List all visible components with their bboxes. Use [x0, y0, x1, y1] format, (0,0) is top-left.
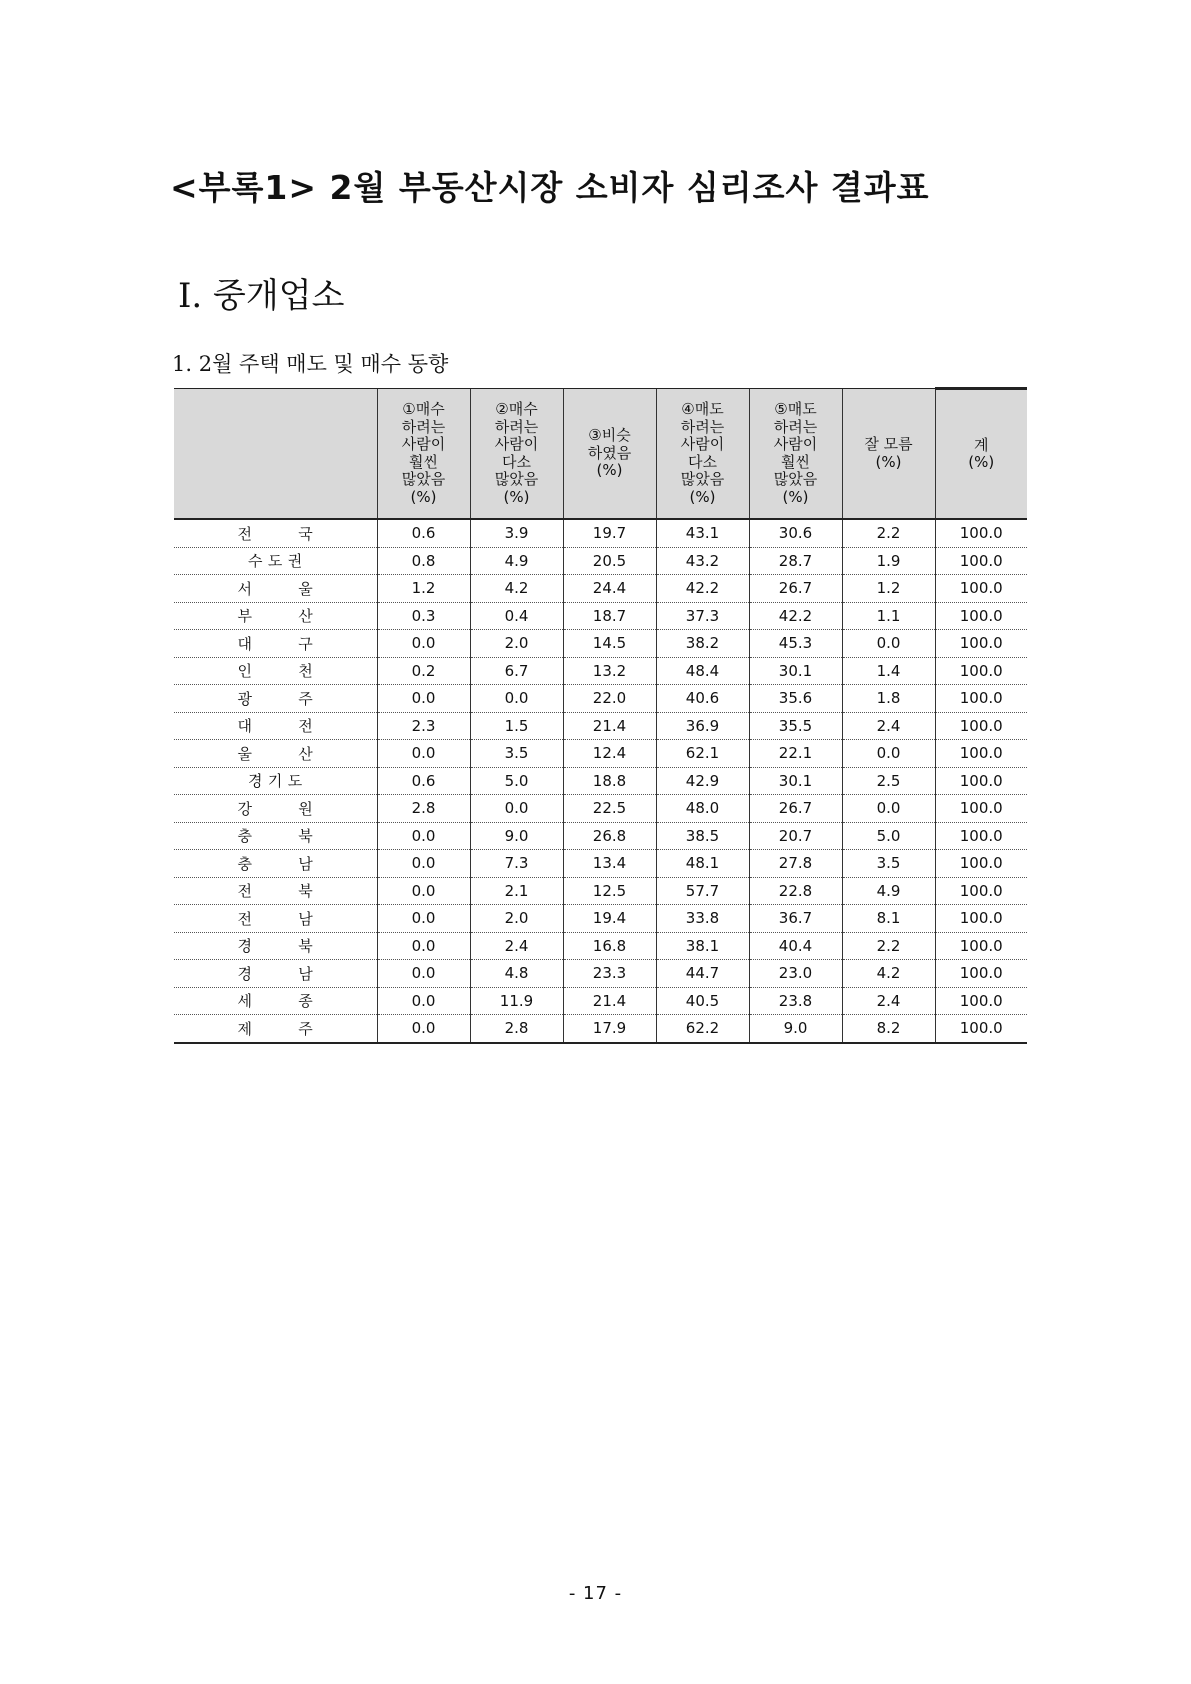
table-row: [174, 850, 1027, 878]
value-cell: 100.0: [935, 822, 1027, 850]
region-cell: 충 남: [174, 850, 377, 878]
value-cell: 8.1: [842, 905, 935, 933]
table-row: [174, 740, 1027, 768]
header-buyers-somewhat-more: ②매수 하려는 사람이 다소 많았음 (%): [470, 389, 563, 520]
value-cell: 44.7: [656, 960, 749, 988]
value-cell: 0.6: [377, 519, 470, 547]
value-cell: 2.2: [842, 932, 935, 960]
value-cell: 21.4: [563, 712, 656, 740]
value-cell: 42.9: [656, 767, 749, 795]
value-cell: 0.0: [377, 685, 470, 713]
table-row: [174, 877, 1027, 905]
value-cell: 19.7: [563, 519, 656, 547]
value-cell: 40.6: [656, 685, 749, 713]
value-cell: 3.9: [470, 519, 563, 547]
value-cell: 0.0: [377, 932, 470, 960]
value-cell: 2.4: [842, 987, 935, 1015]
value-cell: 2.4: [470, 932, 563, 960]
region-cell: 수 도 권: [174, 547, 377, 575]
value-cell: 2.4: [842, 712, 935, 740]
header-region: [174, 389, 377, 520]
region-cell: 경 북: [174, 932, 377, 960]
value-cell: 20.5: [563, 547, 656, 575]
value-cell: 23.8: [749, 987, 842, 1015]
value-cell: 100.0: [935, 602, 1027, 630]
value-cell: 100.0: [935, 960, 1027, 988]
region-cell: 전 남: [174, 905, 377, 933]
value-cell: 11.9: [470, 987, 563, 1015]
table-row: [174, 519, 1027, 547]
region-cell: 경 기 도: [174, 767, 377, 795]
value-cell: 62.1: [656, 740, 749, 768]
table-row: [174, 767, 1027, 795]
value-cell: 7.3: [470, 850, 563, 878]
value-cell: 100.0: [935, 657, 1027, 685]
value-cell: 57.7: [656, 877, 749, 905]
value-cell: 13.4: [563, 850, 656, 878]
value-cell: 4.9: [470, 547, 563, 575]
table-row: [174, 905, 1027, 933]
value-cell: 23.3: [563, 960, 656, 988]
value-cell: 1.1: [842, 602, 935, 630]
value-cell: 38.1: [656, 932, 749, 960]
value-cell: 12.4: [563, 740, 656, 768]
value-cell: 4.9: [842, 877, 935, 905]
value-cell: 30.6: [749, 519, 842, 547]
value-cell: 33.8: [656, 905, 749, 933]
value-cell: 0.0: [377, 987, 470, 1015]
value-cell: 17.9: [563, 1015, 656, 1043]
value-cell: 1.9: [842, 547, 935, 575]
value-cell: 0.0: [377, 740, 470, 768]
header-sellers-somewhat-more: ④매도 하려는 사람이 다소 많았음 (%): [656, 389, 749, 520]
region-cell: 충 북: [174, 822, 377, 850]
table-row: [174, 822, 1027, 850]
value-cell: 8.2: [842, 1015, 935, 1043]
value-cell: 4.2: [470, 575, 563, 603]
value-cell: 100.0: [935, 519, 1027, 547]
value-cell: 0.0: [377, 960, 470, 988]
table-row: [174, 932, 1027, 960]
value-cell: 0.2: [377, 657, 470, 685]
header-unknown: 잘 모름 (%): [842, 389, 935, 520]
value-cell: 100.0: [935, 1015, 1027, 1043]
table-row: [174, 685, 1027, 713]
table-row: [174, 712, 1027, 740]
value-cell: 0.0: [470, 685, 563, 713]
value-cell: 1.2: [377, 575, 470, 603]
value-cell: 0.0: [377, 905, 470, 933]
header-total: 계 (%): [935, 389, 1027, 520]
table-row: [174, 987, 1027, 1015]
value-cell: 0.0: [470, 795, 563, 823]
value-cell: 35.6: [749, 685, 842, 713]
value-cell: 28.7: [749, 547, 842, 575]
region-cell: 대 구: [174, 630, 377, 658]
value-cell: 48.0: [656, 795, 749, 823]
value-cell: 42.2: [749, 602, 842, 630]
value-cell: 0.0: [377, 1015, 470, 1043]
region-cell: 경 남: [174, 960, 377, 988]
value-cell: 0.0: [842, 630, 935, 658]
value-cell: 43.1: [656, 519, 749, 547]
document-title: <부록1> 2월 부동산시장 소비자 심리조사 결과표: [170, 168, 930, 207]
value-cell: 2.5: [842, 767, 935, 795]
region-cell: 전 국: [174, 519, 377, 547]
region-cell: 광 주: [174, 685, 377, 713]
region-cell: 인 천: [174, 657, 377, 685]
value-cell: 1.5: [470, 712, 563, 740]
value-cell: 100.0: [935, 850, 1027, 878]
housing-trade-trend-table: [174, 387, 1027, 1044]
value-cell: 2.8: [377, 795, 470, 823]
value-cell: 2.8: [470, 1015, 563, 1043]
region-cell: 서 울: [174, 575, 377, 603]
value-cell: 13.2: [563, 657, 656, 685]
value-cell: 30.1: [749, 767, 842, 795]
value-cell: 22.5: [563, 795, 656, 823]
section-title: Ⅰ. 중개업소: [178, 276, 345, 316]
value-cell: 2.2: [842, 519, 935, 547]
value-cell: 22.0: [563, 685, 656, 713]
value-cell: 62.2: [656, 1015, 749, 1043]
value-cell: 5.0: [842, 822, 935, 850]
header-similar: ③비슷 하였음 (%): [563, 389, 656, 520]
value-cell: 0.8: [377, 547, 470, 575]
value-cell: 18.7: [563, 602, 656, 630]
table-body: [174, 519, 1027, 1043]
value-cell: 100.0: [935, 767, 1027, 795]
value-cell: 42.2: [656, 575, 749, 603]
table-row: [174, 1015, 1027, 1043]
region-cell: 강 원: [174, 795, 377, 823]
value-cell: 0.4: [470, 602, 563, 630]
value-cell: 20.7: [749, 822, 842, 850]
value-cell: 27.8: [749, 850, 842, 878]
value-cell: 9.0: [749, 1015, 842, 1043]
value-cell: 22.1: [749, 740, 842, 768]
value-cell: 100.0: [935, 795, 1027, 823]
table-row: [174, 575, 1027, 603]
value-cell: 24.4: [563, 575, 656, 603]
value-cell: 38.2: [656, 630, 749, 658]
region-cell: 울 산: [174, 740, 377, 768]
header-sellers-much-more: ⑤매도 하려는 사람이 훨씬 많았음 (%): [749, 389, 842, 520]
value-cell: 19.4: [563, 905, 656, 933]
value-cell: 22.8: [749, 877, 842, 905]
table-row: [174, 547, 1027, 575]
value-cell: 18.8: [563, 767, 656, 795]
page-number: - 17 -: [568, 1583, 623, 1604]
value-cell: 23.0: [749, 960, 842, 988]
value-cell: 100.0: [935, 712, 1027, 740]
value-cell: 3.5: [470, 740, 563, 768]
value-cell: 0.0: [377, 877, 470, 905]
value-cell: 45.3: [749, 630, 842, 658]
value-cell: 0.6: [377, 767, 470, 795]
value-cell: 38.5: [656, 822, 749, 850]
region-cell: 세 종: [174, 987, 377, 1015]
value-cell: 0.0: [377, 630, 470, 658]
value-cell: 100.0: [935, 575, 1027, 603]
value-cell: 0.0: [842, 795, 935, 823]
table-header-row: [174, 389, 1027, 520]
subsection-title: 1. 2월 주택 매도 및 매수 동향: [172, 352, 449, 376]
value-cell: 100.0: [935, 685, 1027, 713]
value-cell: 1.2: [842, 575, 935, 603]
value-cell: 0.0: [377, 850, 470, 878]
region-cell: 부 산: [174, 602, 377, 630]
value-cell: 9.0: [470, 822, 563, 850]
value-cell: 21.4: [563, 987, 656, 1015]
value-cell: 100.0: [935, 877, 1027, 905]
value-cell: 4.8: [470, 960, 563, 988]
value-cell: 26.8: [563, 822, 656, 850]
region-cell: 전 북: [174, 877, 377, 905]
value-cell: 2.3: [377, 712, 470, 740]
header-buyers-much-more: ①매수 하려는 사람이 훨씬 많았음 (%): [377, 389, 470, 520]
value-cell: 100.0: [935, 932, 1027, 960]
value-cell: 2.0: [470, 905, 563, 933]
value-cell: 100.0: [935, 547, 1027, 575]
value-cell: 6.7: [470, 657, 563, 685]
value-cell: 0.0: [842, 740, 935, 768]
value-cell: 26.7: [749, 575, 842, 603]
value-cell: 30.1: [749, 657, 842, 685]
value-cell: 2.0: [470, 630, 563, 658]
table-row: [174, 602, 1027, 630]
value-cell: 100.0: [935, 987, 1027, 1015]
value-cell: 5.0: [470, 767, 563, 795]
value-cell: 40.5: [656, 987, 749, 1015]
table-row: [174, 630, 1027, 658]
region-cell: 제 주: [174, 1015, 377, 1043]
value-cell: 3.5: [842, 850, 935, 878]
value-cell: 36.9: [656, 712, 749, 740]
table-row: [174, 657, 1027, 685]
value-cell: 48.1: [656, 850, 749, 878]
table-row: [174, 960, 1027, 988]
value-cell: 16.8: [563, 932, 656, 960]
value-cell: 0.0: [377, 822, 470, 850]
value-cell: 37.3: [656, 602, 749, 630]
value-cell: 100.0: [935, 630, 1027, 658]
value-cell: 12.5: [563, 877, 656, 905]
value-cell: 26.7: [749, 795, 842, 823]
value-cell: 14.5: [563, 630, 656, 658]
value-cell: 2.1: [470, 877, 563, 905]
table-row: [174, 795, 1027, 823]
value-cell: 100.0: [935, 740, 1027, 768]
value-cell: 48.4: [656, 657, 749, 685]
value-cell: 35.5: [749, 712, 842, 740]
value-cell: 0.3: [377, 602, 470, 630]
value-cell: 100.0: [935, 905, 1027, 933]
value-cell: 1.4: [842, 657, 935, 685]
value-cell: 36.7: [749, 905, 842, 933]
value-cell: 4.2: [842, 960, 935, 988]
value-cell: 43.2: [656, 547, 749, 575]
value-cell: 1.8: [842, 685, 935, 713]
region-cell: 대 전: [174, 712, 377, 740]
value-cell: 40.4: [749, 932, 842, 960]
